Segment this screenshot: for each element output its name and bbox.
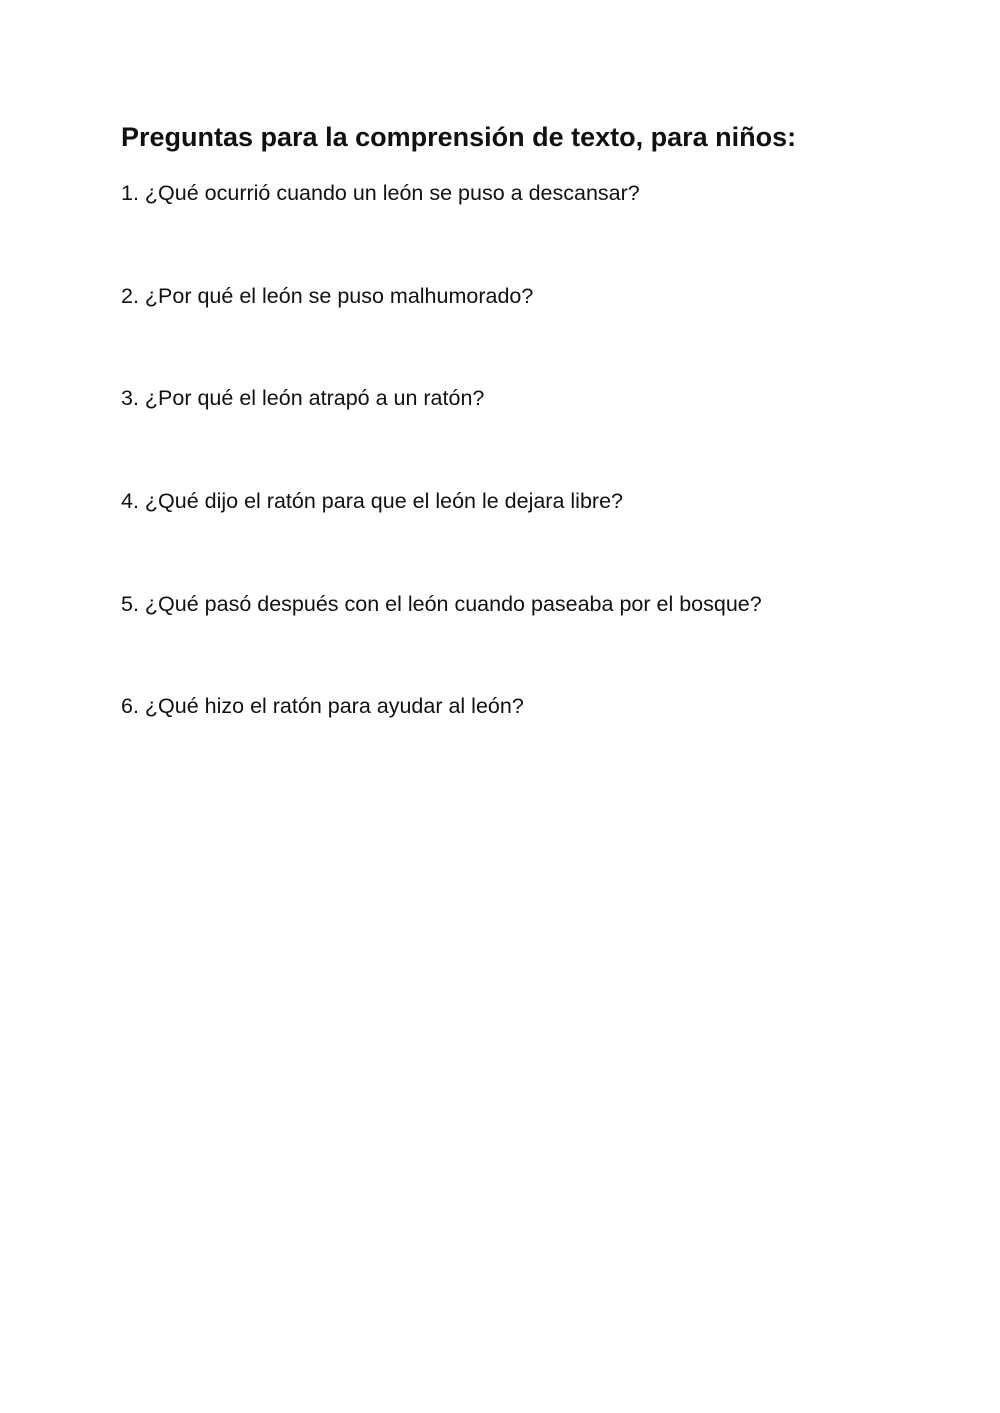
question-3: 3. ¿Por qué el león atrapó a un ratón? — [121, 386, 485, 410]
question-2: 2. ¿Por qué el león se puso malhumorado? — [121, 284, 534, 308]
page-title: Preguntas para la comprensión de texto, para niños: — [121, 122, 797, 152]
question-6: 6. ¿Qué hizo el ratón para ayudar al león? — [121, 694, 524, 718]
question-4: 4. ¿Qué dijo el ratón para que el león le dejara libre? — [121, 489, 623, 513]
question-5: 5. ¿Qué pasó después con el león cuando paseaba por el bosque? — [121, 592, 762, 616]
question-1: 1. ¿Qué ocurrió cuando un león se puso a descansar? — [121, 181, 640, 205]
